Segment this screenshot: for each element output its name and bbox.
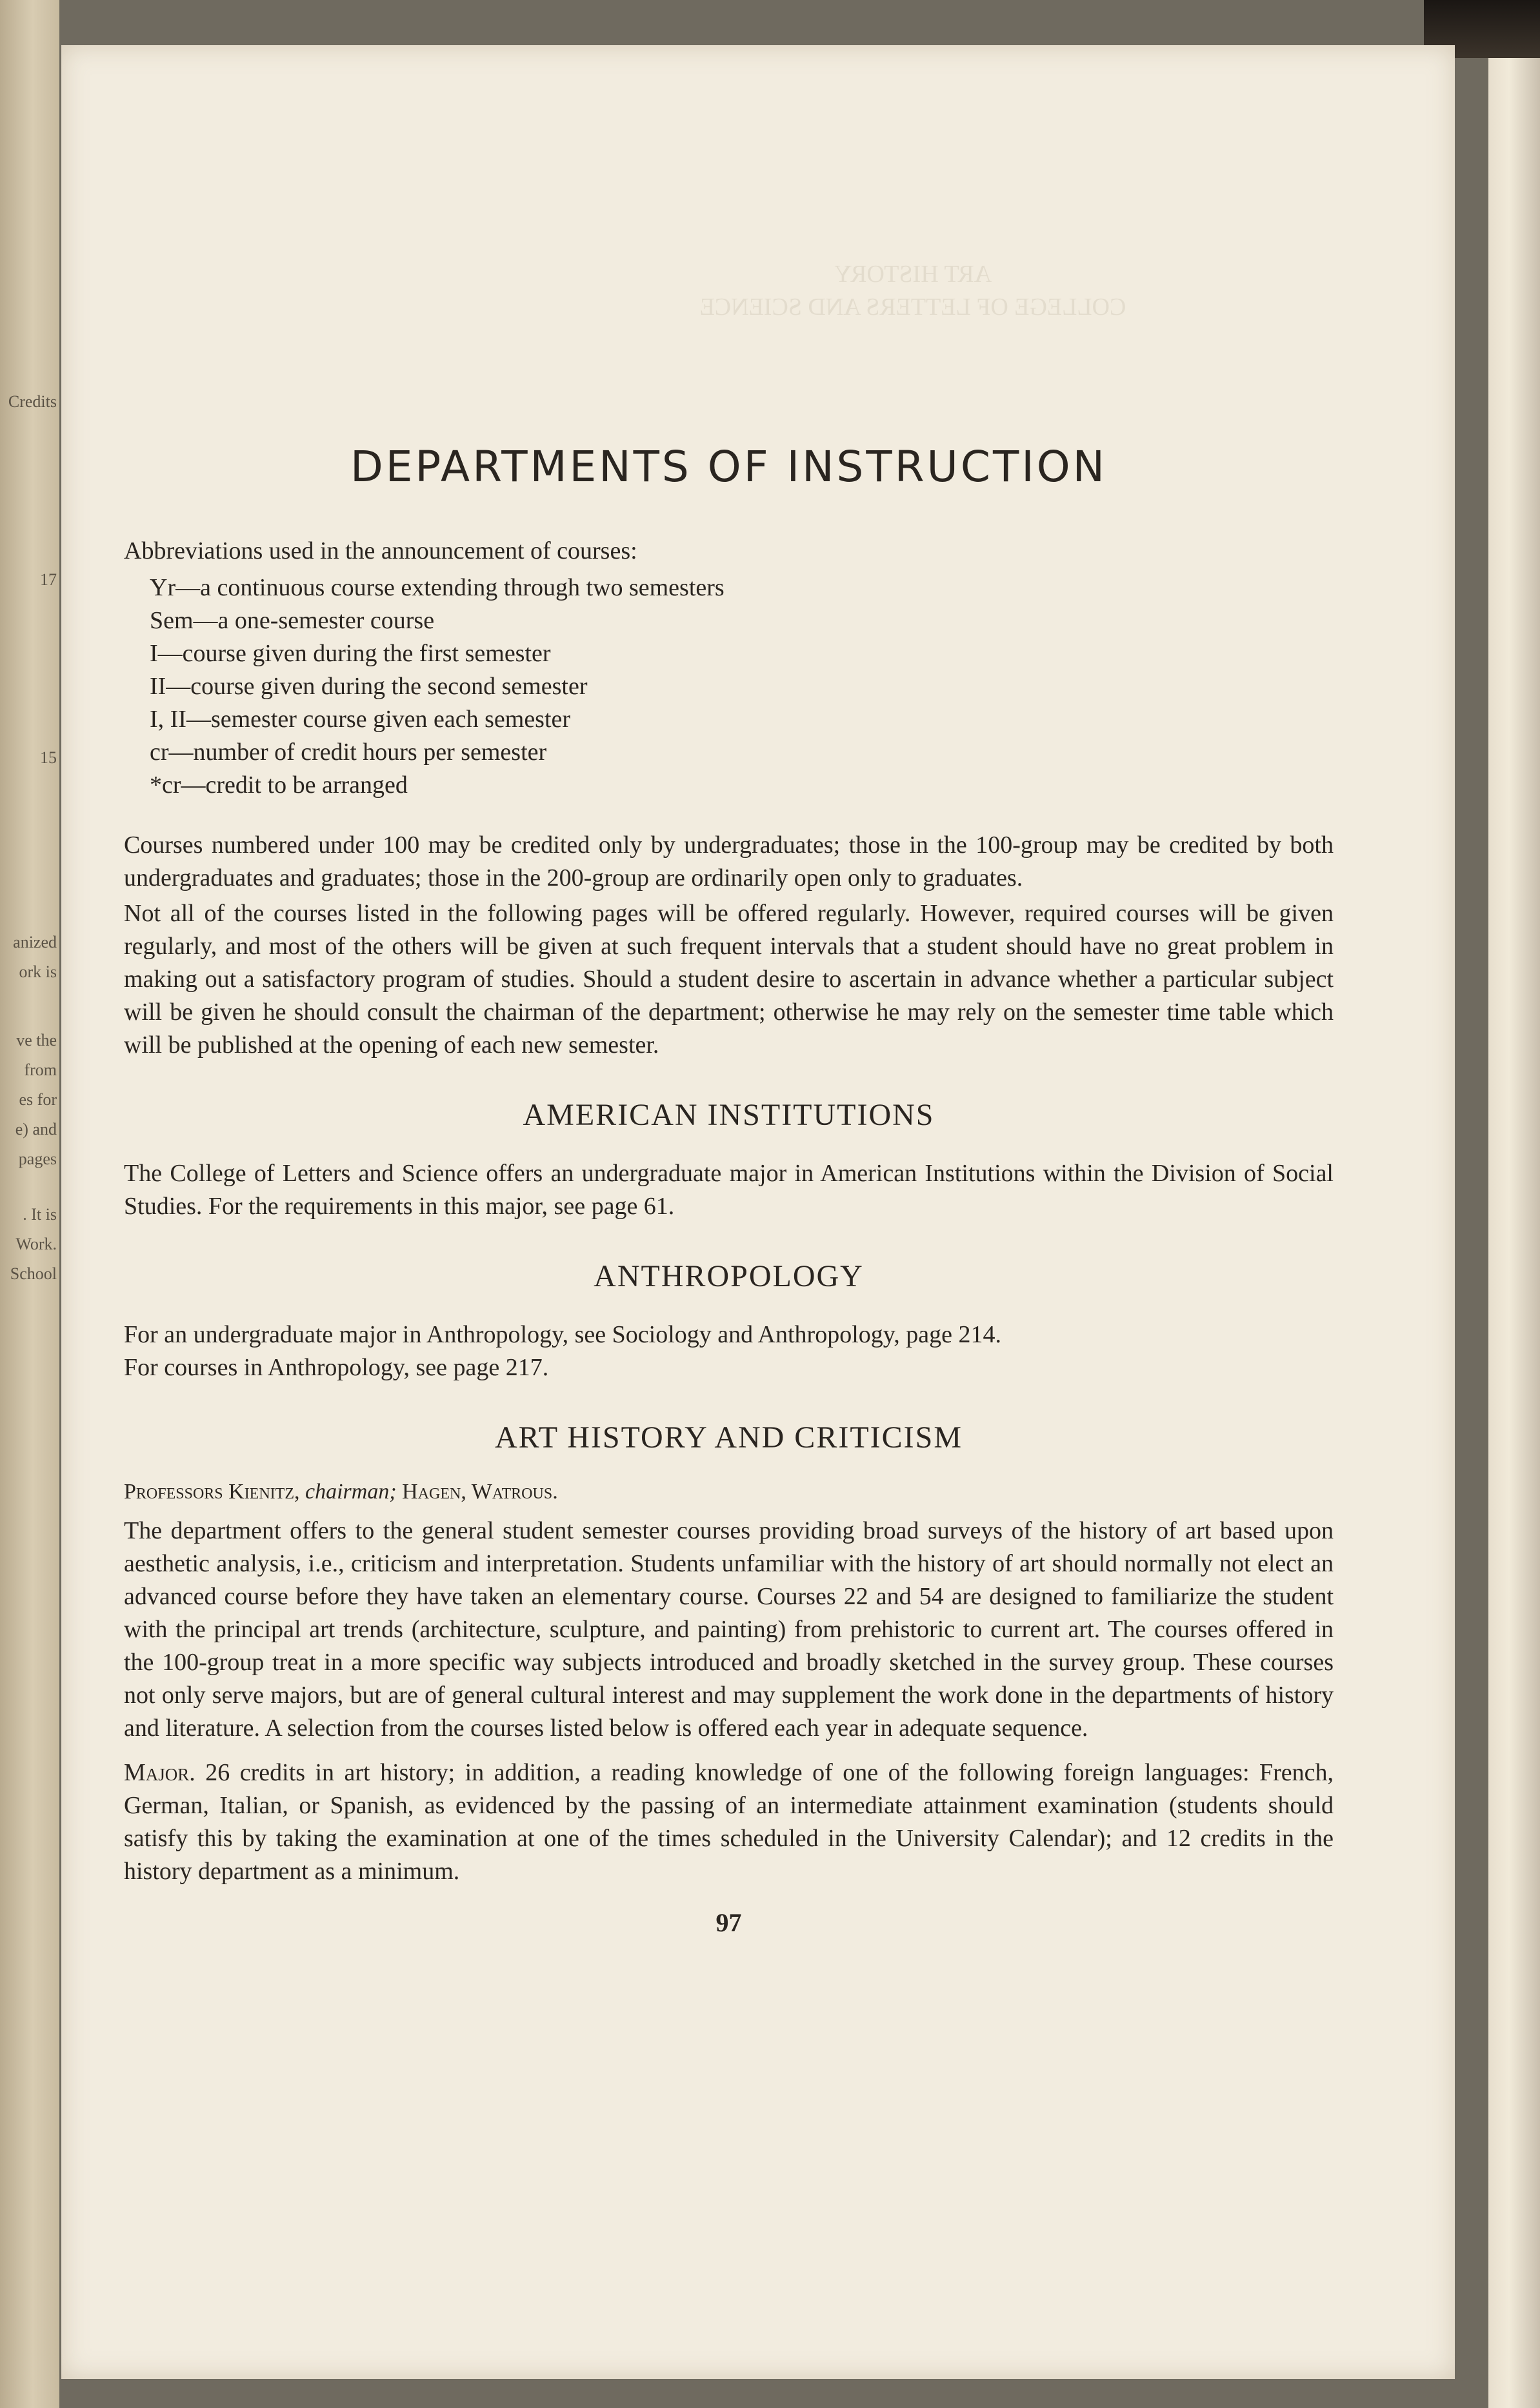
section-heading-art-history: ART HISTORY AND CRITICISM bbox=[495, 1420, 963, 1455]
section-heading-american-institutions: AMERICAN INSTITUTIONS bbox=[523, 1098, 935, 1132]
bleed-through-heading: COLLEGE OF LETTERS AND SCIENCE bbox=[699, 294, 1126, 321]
abbreviation-item: I, II—semester course given each semester bbox=[150, 706, 571, 733]
course-numbering-paragraph: Courses numbered under 100 may be credited only by undergraduates; those in the 100-group may be credited by both undergraduates and graduates; those in the 200-group are ordinarily open only to graduates. bbox=[124, 831, 1334, 891]
fragment: . It is bbox=[23, 1205, 57, 1224]
faculty-names: Hagen, Watrous. bbox=[402, 1480, 558, 1504]
abbreviations-intro: Abbreviations used in the announcement of courses: bbox=[124, 537, 637, 564]
book-spine-edge bbox=[1488, 0, 1540, 2408]
fragment: 17 bbox=[40, 570, 57, 589]
abbreviation-item: I—course given during the first semester bbox=[150, 640, 551, 667]
bleed-through-line: ART HISTORY bbox=[834, 261, 992, 288]
fragment: e) and bbox=[15, 1120, 57, 1139]
section-heading-anthropology: ANTHROPOLOGY bbox=[594, 1259, 864, 1293]
fragment: ork is bbox=[19, 962, 57, 981]
art-history-description: The department offers to the general student semester courses providing broad surveys of the history of art based upon aesthetic analysis, i.e., criticism and interpretation. Students unfamiliar with the history of art should normally not elect an advanced course before they have taken an elementary course. Courses 22 and 54 are designed to familiarize the student with the principal art trends (architecture, sculpture, and painting) from prehistoric to current art. The courses offered in the 100-group treat in a more specific way subjects introduced and broadly sketched in the survey group. These courses not only serve majors, but are of general cultural interest and may supplement the work done in the departments of history and literature. A selection from the courses listed below is offered each year in adequate sequence. bbox=[124, 1517, 1334, 1742]
faculty-line bbox=[124, 1480, 1334, 1504]
abbreviation-item: *cr—credit to be arranged bbox=[150, 771, 408, 799]
fragment: from bbox=[24, 1060, 57, 1079]
fragment: anized bbox=[13, 933, 57, 951]
major-label: Major. bbox=[124, 1759, 195, 1786]
book-page bbox=[61, 45, 1455, 2379]
page-content bbox=[124, 442, 1334, 1938]
abbreviation-item: Sem—a one-semester course bbox=[150, 607, 435, 634]
faculty-role: chairman; bbox=[305, 1480, 397, 1504]
course-offering-paragraph: Not all of the courses listed in the following pages will be offered regularly. However, required courses will be given regularly, and most of the others will be given at such frequent intervals that a student should have no great problem in making out a satisfactory program of studies. Should a student desire to ascertain in advance whether a particular subject will be given he should consult the chairman of the department; otherwise he may rely on the semester time table which will be published at the opening of each new semester. bbox=[124, 900, 1334, 1059]
bleed-through-text bbox=[397, 258, 1429, 324]
page-title: DEPARTMENTS OF INSTRUCTION bbox=[350, 442, 1108, 492]
fragment: School bbox=[10, 1264, 57, 1283]
abbreviation-item: II—course given during the second semester bbox=[150, 673, 588, 700]
fragment: pages bbox=[18, 1149, 57, 1168]
abbreviation-item: cr—number of credit hours per semester bbox=[150, 739, 547, 766]
anthropology-line-2: For courses in Anthropology, see page 217. bbox=[124, 1354, 549, 1381]
adjacent-page-fragments bbox=[0, 387, 57, 1289]
american-institutions-text: The College of Letters and Science offers an undergraduate major in American Institutions within the Division of Social Studies. For the requirements in this major, see page 61. bbox=[124, 1160, 1334, 1220]
art-history-major bbox=[124, 1756, 1334, 1888]
fragment: 15 bbox=[40, 748, 57, 767]
fragment: es for bbox=[19, 1090, 57, 1109]
fragment: ve the bbox=[16, 1031, 57, 1050]
major-text: 26 credits in art history; in addition, a reading knowledge of one of the following foreign languages: French, German, Italian, or Spanish, as evidenced by the passing of an intermediate attainment examination (students should satisfy this by taking the examination at one of the times scheduled in the University Calendar); and 12 credits in the history department as a minimum. bbox=[124, 1759, 1334, 1885]
fragment: Work. bbox=[15, 1235, 57, 1253]
abbreviation-item: Yr—a continuous course extending through two semesters bbox=[150, 574, 725, 601]
fragment: Credits bbox=[8, 392, 57, 411]
adjacent-page-edge bbox=[0, 0, 59, 2408]
anthropology-line-1: For an undergraduate major in Anthropology, see Sociology and Anthropology, page 214. bbox=[124, 1321, 1002, 1348]
page-number: 97 bbox=[715, 1908, 742, 1937]
abbreviations-list bbox=[150, 572, 1334, 802]
faculty-label: Professors Kienitz, bbox=[124, 1480, 300, 1504]
